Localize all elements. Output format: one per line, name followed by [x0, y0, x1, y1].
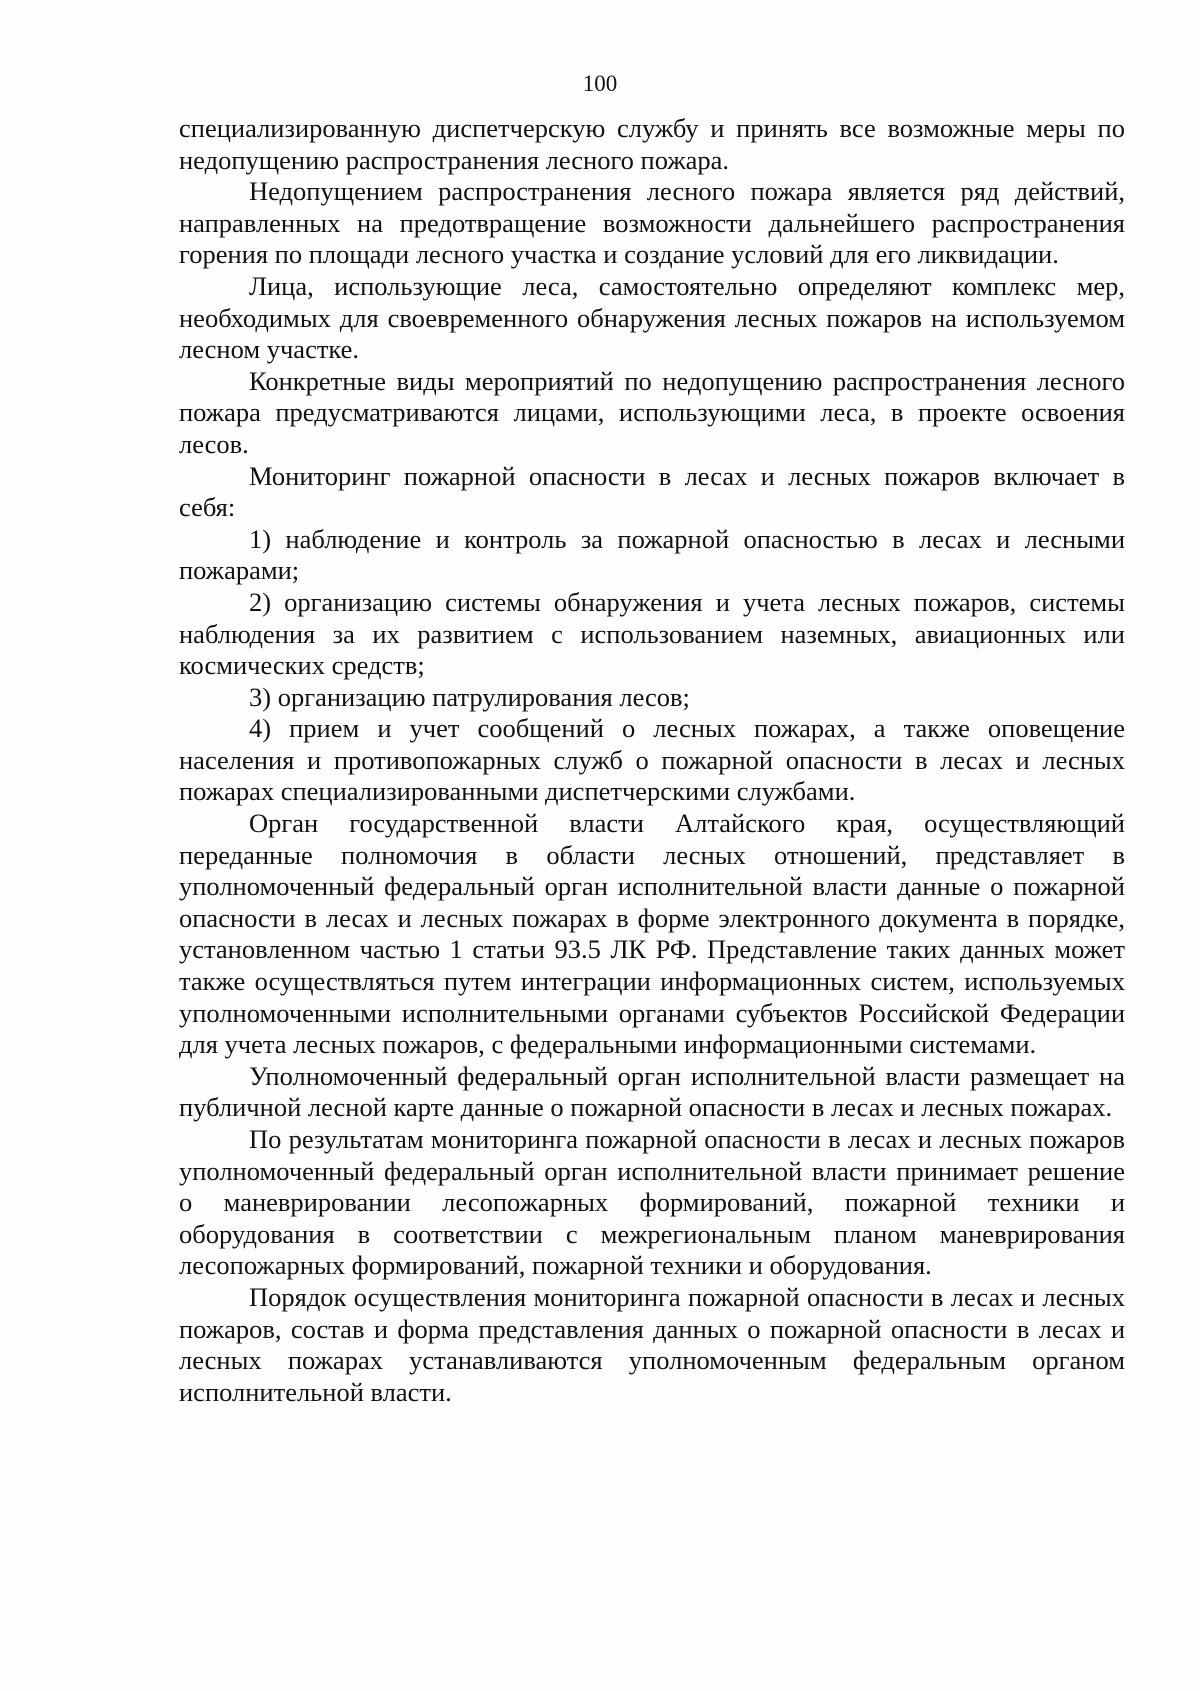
paragraph-specific-measures: Конкретные виды мероприятий по недопущению распространения лесного пожара предусматриваются лицами, использующими леса, в проекте освоения лесов. — [179, 365, 1125, 459]
paragraph-monitoring-procedure: Порядок осуществления мониторинга пожарной опасности в лесах и лесных пожаров, состав и форма представления данных о пожарной опасности в лесах и лесных пожарах устанавливаются уполномоченным федеральным органом исполнительной власти. — [179, 1281, 1125, 1407]
paragraph-maneuvering: По результатам мониторинга пожарной опасности в лесах и лесных пожаров уполномоченный федеральный орган исполнительной власти принимает решение о маневрировании лесопожарных формирований, пожарной техники и оборудования в соответствии с межрегиональным планом маневрирования лесопожарных формирований, пожарной техники и оборудования. — [179, 1124, 1125, 1281]
list-item-4: 4) прием и учет сообщений о лесных пожарах, а также оповещение населения и противопожарных служб о пожарной опасности в лесах и лесных пожарах специализированными диспетчерскими службами. — [179, 713, 1125, 807]
list-item-2: 2) организацию системы обнаружения и учета лесных пожаров, системы наблюдения за их развитием с использованием наземных, авиационных или космических средств; — [179, 586, 1125, 681]
document-body — [179, 113, 1125, 1408]
list-item-1: 1) наблюдение и контроль за пожарной опасностью в лесах и лесными пожарами; — [179, 523, 1125, 586]
paragraph-continuation: специализированную диспетчерскую службу и принять все возможные меры по недопущению распространения лесного пожара. — [179, 113, 1125, 175]
paragraph-forest-users-measures: Лица, использующие леса, самостоятельно определяют комплекс мер, необходимых для своевременного обнаружения лесных пожаров на используемом лесном участке. — [179, 270, 1125, 365]
paragraph-fire-spread-prevention: Недопущением распространения лесного пожара является ряд действий, направленных на предотвращение возможности дальнейшего распространения горения по площади лесного участка и создание условий для его ликвидации. — [179, 176, 1125, 270]
list-item-3: 3) организацию патрулирования лесов; — [249, 681, 690, 712]
paragraph-monitoring-intro: Мониторинг пожарной опасности в лесах и лесных пожаров включает в себя: — [179, 460, 1125, 523]
paragraph-public-map: Уполномоченный федеральный орган исполнительной власти размещает на публичной лесной карте данные о пожарной опасности в лесах и лесных пожарах. — [179, 1060, 1125, 1123]
page-number: 100 — [582, 71, 618, 96]
paragraph-regional-authority: Орган государственной власти Алтайского края, осуществляющий переданные полномочия в области лесных отношений, представляет в уполномоченный федеральный орган исполнительной власти данные о пожарной опасности в лесах и лесных пожарах в форме электронного документа в порядке, установленном частью 1 статьи 93.5 ЛК РФ. Представление таких данных может также осуществляться путем интеграции информационных систем, используемых уполномоченными исполнительными органами субъектов Российской Федерации для учета лесных пожаров, с федеральными информационными системами. — [179, 808, 1125, 1060]
